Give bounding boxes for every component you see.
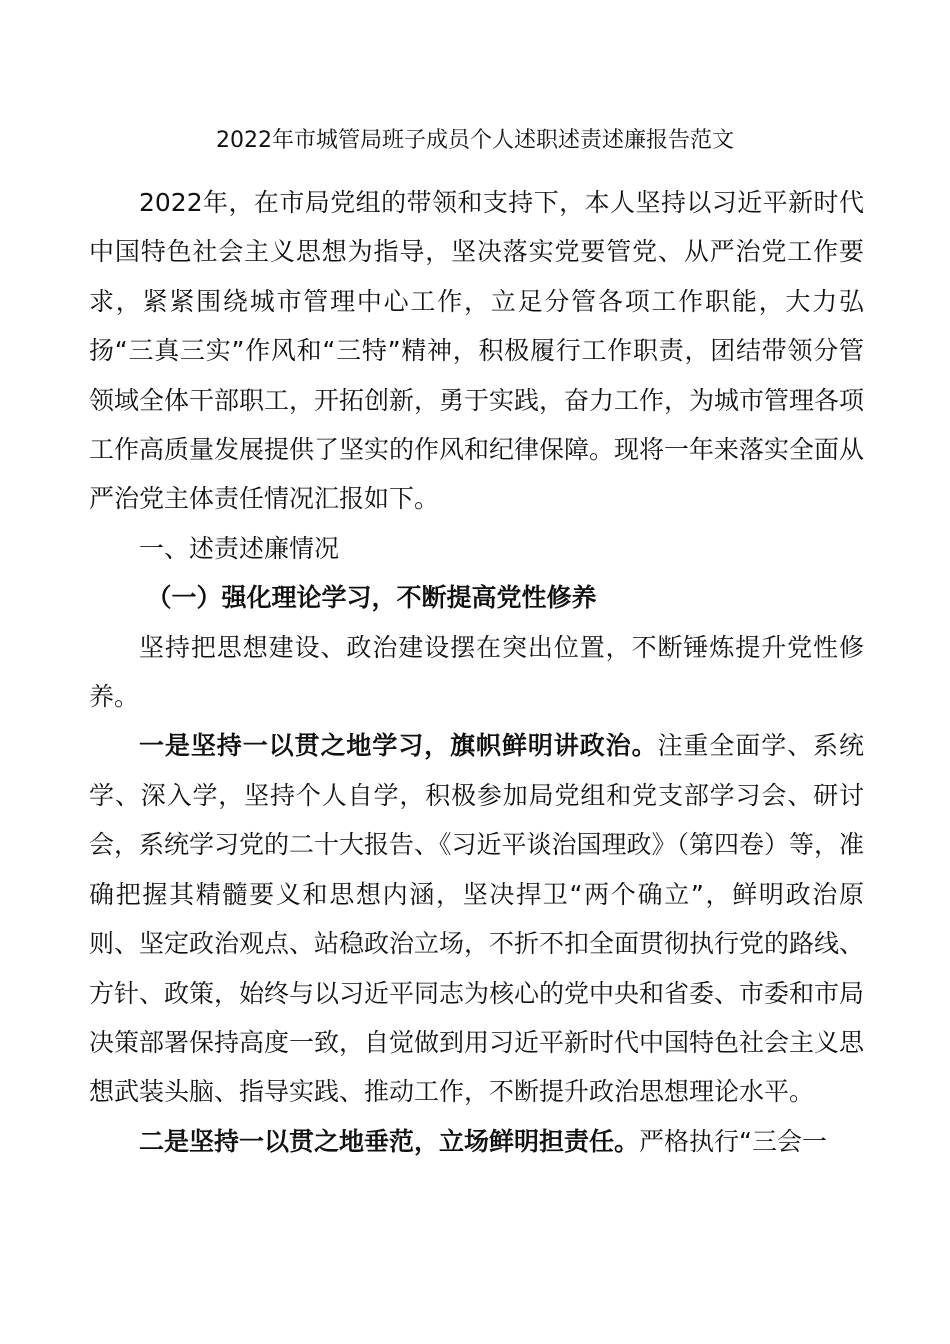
subsection-intro-paragraph (89, 623, 864, 722)
section-heading (89, 524, 864, 573)
point-one-text: 注重全面学、系统学、深入学，坚持个人自学，积极参加局党组和党支部学习会、研讨会，系统学习党的二十大报告、《习近平谈治国理政》（第四卷）等，准确把握其精髓要义和思想内涵，坚决捍卫“两个确立”，鲜明政治原则、坚定政治观点、站稳政治立场，不折不扣全面贯彻执行党的路线、方针、政策，始终与以习近平同志为核心的党中央和省委、市委和市局决策部署保持高度一致，自觉做到用习近平新时代中国特色社会主义思想武装头脑、指导实践、推动工作，不断提升政治思想理论水平。 (89, 731, 865, 1107)
point-two-text: 严格执行“三会一 (639, 1126, 827, 1156)
document-body (89, 178, 864, 1166)
subsection-heading (89, 573, 864, 622)
intro-text: 2022年，在市局党组的带领和支持下，本人坚持以习近平新时代中国特色社会主义思想为指导，坚决落实党要管党、从严治党工作要求，紧紧围绕城市管理中心工作，立足分管各项工作职能，大力弘扬“三真三实”作风和“三特”精神，积极履行工作职责，团结带领分管领域全体干部职工，开拓创新，勇于实践，奋力工作，为城市管理各项工作高质量发展提供了坚实的作风和纪律保障。现将一年来落实全面从严治党主体责任情况汇报如下。 (89, 188, 865, 514)
subsection-intro-text: 坚持把思想建设、政治建设摆在突出位置，不断锤炼提升党性修养。 (89, 632, 864, 712)
section-heading-text: 一、述责述廉情况 (139, 533, 340, 563)
point-one-lead: 一是坚持一以贯之地学习，旗帜鲜明讲政治。 (139, 731, 658, 761)
subsection-heading-text: （一）强化理论学习，不断提高党性修养 (146, 583, 597, 613)
document-title: 2022年市城管局班子成员个人述职述责述廉报告范文 (216, 128, 734, 153)
point-one-paragraph (89, 721, 864, 1116)
intro-paragraph (89, 178, 864, 524)
point-two-lead: 二是坚持一以贯之地垂范，立场鲜明担责任。 (139, 1126, 640, 1156)
point-two-paragraph (89, 1117, 864, 1166)
